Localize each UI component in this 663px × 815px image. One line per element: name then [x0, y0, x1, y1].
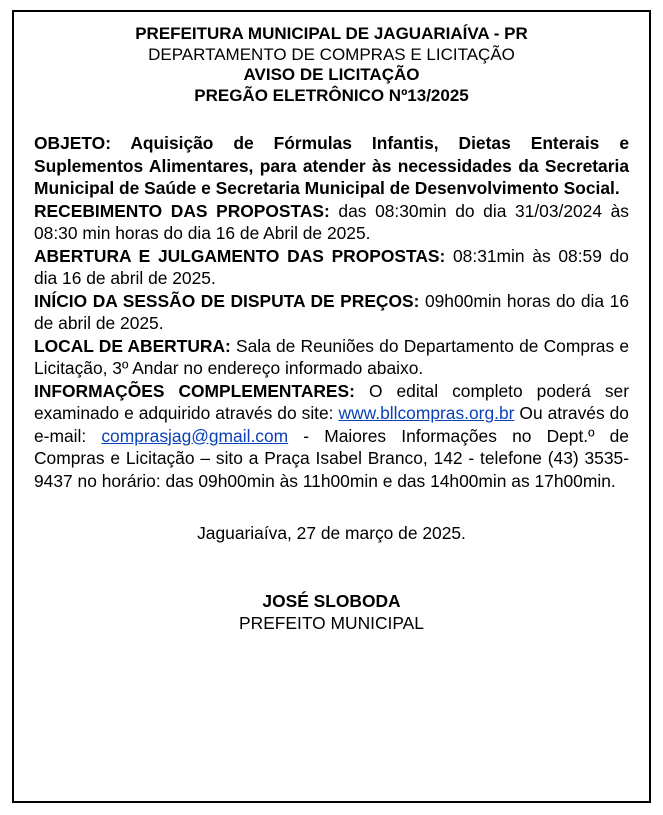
signature-block [34, 590, 629, 634]
municipality-title: PREFEITURA MUNICIPAL DE JAGUARIAÍVA - PR [135, 24, 528, 43]
inicio-label: INÍCIO DA SESSÃO DE DISPUTA DE PREÇOS: [34, 290, 420, 311]
recebimento-paragraph [34, 200, 629, 245]
objeto-label: OBJETO: [34, 133, 111, 153]
signatory-name: JOSÉ SLOBODA [262, 591, 401, 611]
informacoes-text-2: Ou através do e-mail: [34, 403, 629, 446]
local-text: Sala de Reuniões do Departamento de Compras e Licitação, 3º Andar no endereço informado abaixo. [34, 335, 630, 378]
department-title: DEPARTAMENTO DE COMPRAS E LICITAÇÃO [148, 44, 515, 64]
local-label: LOCAL DE ABERTURA: [34, 335, 231, 356]
abertura-label: ABERTURA E JULGAMENTO DAS PROPOSTAS: [34, 245, 446, 266]
objeto-paragraph [34, 132, 629, 200]
inicio-paragraph [34, 290, 629, 335]
informacoes-label: INFORMAÇÕES COMPLEMENTARES: [34, 380, 355, 401]
email-link[interactable]: comprasjag@gmail.com [101, 425, 289, 446]
recebimento-text: das 08:30min do dia 31/03/2024 às 08:30 min horas do dia 16 de Abril de 2025. [34, 200, 629, 243]
notice-type: AVISO DE LICITAÇÃO [243, 65, 420, 84]
objeto-text: Aquisição de Fórmulas Infantis, Dietas Enterais e Suplementos Alimentares, para atender às necessidades da Secretaria Municipal de Saúde e Secretaria Municipal de Desenvolvimento Social. [34, 133, 629, 198]
inicio-text: 09h00min horas do dia 16 de abril de 2025. [34, 290, 629, 333]
informacoes-paragraph [34, 380, 629, 493]
notice-body [34, 132, 629, 492]
signatory-title: PREFEITO MUNICIPAL [239, 613, 424, 633]
recebimento-label: RECEBIMENTO DAS PROPOSTAS: [34, 200, 330, 221]
notice-date: Jaguariaíva, 27 de março de 2025. [197, 523, 466, 543]
site-link[interactable]: www.bllcompras.org.br [338, 403, 515, 423]
abertura-text: 08:31min às 08:59 do dia 16 de abril de 2025. [34, 245, 629, 288]
informacoes-text-1: O edital completo poderá ser examinado e adquirido através do site: [34, 380, 629, 423]
auction-number: PREGÃO ELETRÔNICO Nº13/2025 [194, 85, 469, 105]
local-paragraph [34, 335, 629, 380]
notice-header [34, 24, 629, 106]
abertura-paragraph [34, 245, 629, 290]
informacoes-text-3: - Maiores Informações no Dept.º de Compras e Licitação – sito a Praça Isabel Branco, 142 - telefone (43) 3535-9437 no horário: das 09h00min às 11h00min e das 14h00min as 17h00min. [34, 425, 629, 491]
notice-box [12, 10, 651, 803]
